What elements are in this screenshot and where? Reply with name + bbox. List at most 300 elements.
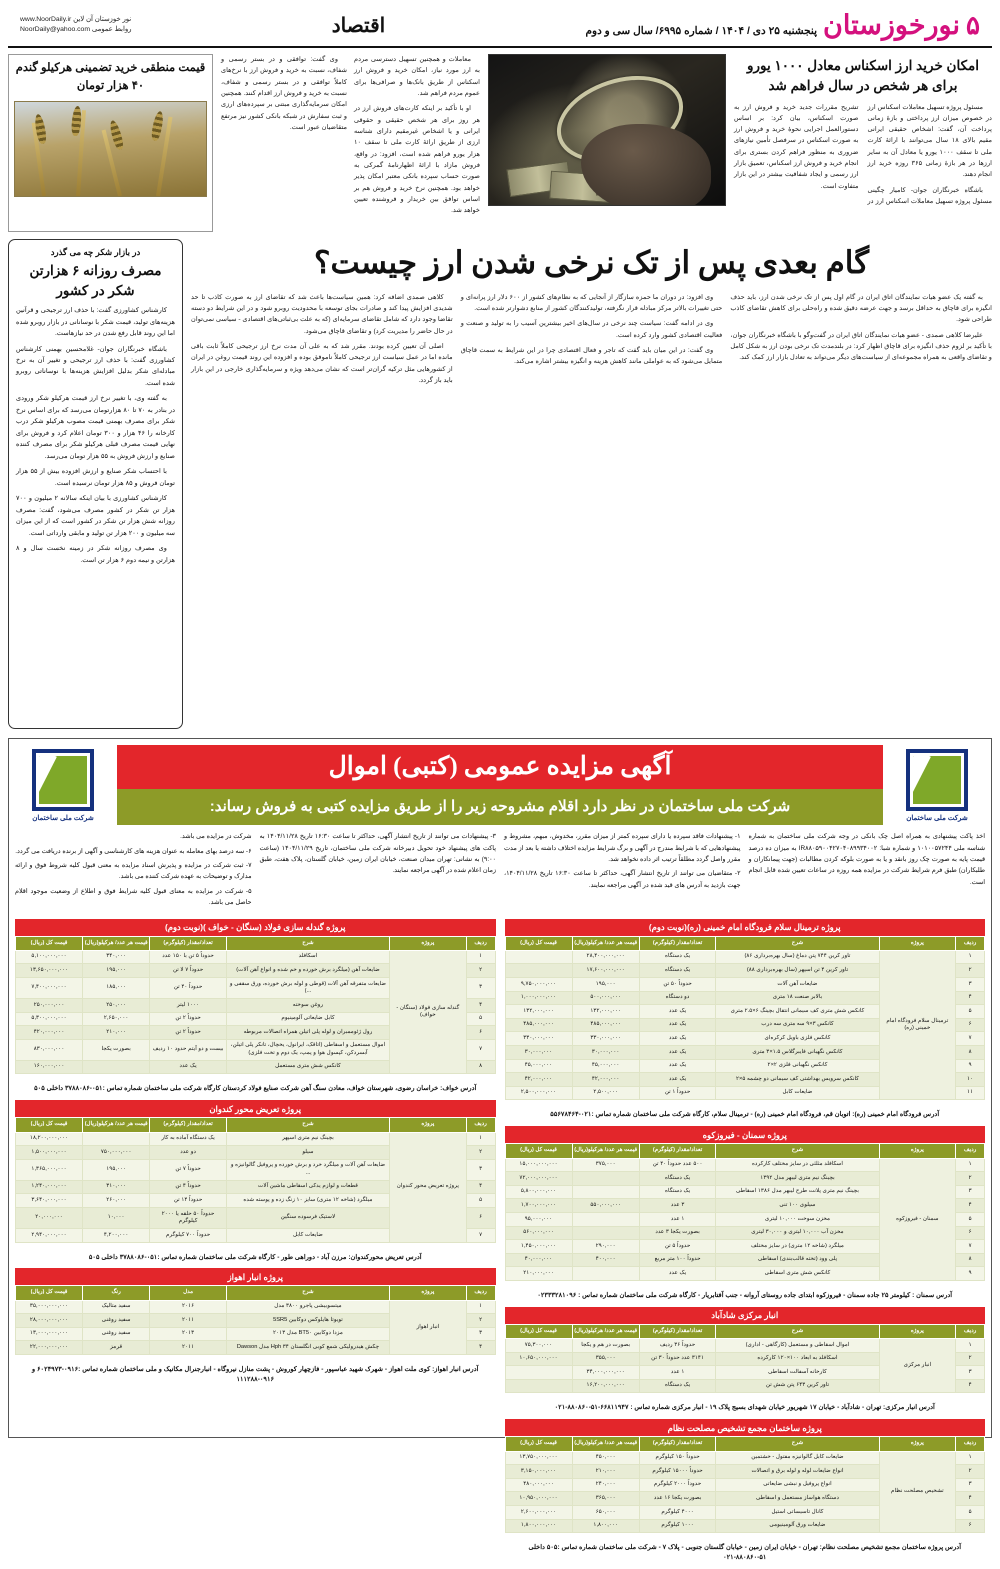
cell-quantity: ۱ عدد (639, 1212, 716, 1226)
table-address: آدرس سمنان : کیلومتر ۲۵ جاده سمنان - فیروزکوه ابتدای جاده روستای آروانه - جنب آفتابریار - کارگاه شرکت ملی ساختمان شماره تماس : ۰۲۳۳۳۲۸۱۰۹۶ (537, 1291, 953, 1299)
table-row (505, 950, 985, 964)
cell-description: پلی وود (تخته قالب‌بندی) اسقاطی (716, 1253, 879, 1267)
cell-unit-price: ۲۶۰,۰۰۰ (83, 1194, 150, 1208)
cell-description: میلگرد (شاخه ۱۲ متری) سایز ۱۰ زنگ زده و پوسته شده (226, 1194, 389, 1208)
sugar-box (8, 239, 183, 729)
cell-quantity: یک عدد (639, 1032, 716, 1046)
term: ۶- سه درصد بهای معامله به عنوان هزینه های کارشناسی و آگهی از برنده دریافت می گردد. (15, 847, 252, 855)
table-header-row (505, 936, 985, 950)
term: ۳- پیشنهادات می توانند از تاریخ انتشار آگهی، حداکثر تا ساعت ۱۶:۳۰ تاریخ ۱۴۰۴/۱۱/۲۸ به پاکت های پیشنهاد خود تحویل دبیرخانه شرکت ملی ساختمان، تاریخ ۱۴۰۴/۱۱/۲۹ (ساعت ۹:۰۰) به نشانی: تهران میدان صنعت، خیابان ایران زمین، خیابان گلستان، پلاک هفت، طبق زمان اعلام شده در آگهی مراجعه نمایند. (259, 833, 497, 875)
cell-unit-price: ۳۳۰,۰۰۰,۰۰۰ (572, 1032, 639, 1046)
table-block (15, 919, 496, 1101)
cell-total-price: ۹,۷۵۰,۰۰۰,۰۰۰ (505, 978, 572, 992)
cell-quantity: حدوداً ۵ تن با ۱۵۰ عدد (150, 950, 227, 964)
cell-quantity: حدوداً ۴ تن (150, 1180, 227, 1194)
auction-table (505, 1307, 986, 1394)
cell-total-price: ۵۶۰,۰۰۰,۰۰۰ (505, 1226, 572, 1240)
cell-description: رول ژئوممبران و لوله پلی اتیلن همراه اتصالات مربوطه (226, 1026, 389, 1040)
cell-quantity: ۱۰۰۰ کیلوگرم (639, 1519, 716, 1533)
cell-description: ضایعات آهن آلات و میلگرد خرد و برش خورده و پروفیل گالوانیزه و ... (226, 1159, 389, 1180)
table-block (505, 919, 986, 1127)
cell-quantity: یک عدد (639, 1046, 716, 1060)
cell-total-price (505, 964, 572, 978)
cell-rank: ۵ (956, 1505, 985, 1519)
money-photo (488, 54, 726, 206)
cell-unit-price: ۳۱۰,۰۰۰ (83, 1180, 150, 1194)
auction-tables (15, 919, 985, 1569)
cell-description: ضایعات آهن آلات (716, 978, 879, 992)
cell-rank: ۲ (466, 1314, 495, 1328)
column-header: شرح (226, 936, 389, 950)
wheat-article-continuation (787, 258, 992, 736)
cell-quantity: ۲۰۱۳ (150, 1327, 227, 1341)
cell-rank: ۷ (466, 1228, 495, 1242)
top-zone (8, 54, 992, 232)
cell-rank: ۶ (466, 1207, 495, 1228)
cell-unit-price: ۳۴,۰۰۰,۰۰۰,۰۰۰ (572, 1366, 639, 1380)
column-header: ردیف (956, 936, 985, 950)
column-header: مدل (150, 1286, 227, 1300)
cell-rank: ۳ (956, 1366, 985, 1380)
cell-quantity: ۱ عدد (639, 1366, 716, 1380)
cell-quantity: یک عدد (639, 1073, 716, 1087)
cell-unit-price (572, 1185, 639, 1199)
column-header: ردیف (466, 936, 495, 950)
sugar-kicker: در بازار شکر چه می گذرد (50, 247, 141, 257)
cell-description: قطعات و لوازم یدکی اسقاطی ماشین آلات (226, 1180, 389, 1194)
column-header: قیمت هر عدد/ هرکیلو(ریال) (572, 1324, 639, 1338)
cell-total-price: ۳۵,۰۰۰,۰۰۰,۰۰۰ (16, 1300, 83, 1314)
column-header: شرح (716, 1144, 879, 1158)
cell-unit-price: ۱۷,۶۰۰,۰۰۰,۰۰۰ (572, 964, 639, 978)
cell-description: تویوتا هایلوکس دوکابین 5SR5 (226, 1314, 389, 1328)
cell-unit-price: ۳۵۵,۰۰۰ (572, 1352, 639, 1366)
column-header: تعداد/مقدار (کیلوگرم) (150, 1118, 227, 1132)
cell-rank: ۸ (956, 1253, 985, 1267)
cell-total-price: ۷۲,۰۰۰,۰۰۰,۰۰۰ (505, 1172, 572, 1186)
cell-rank: ۲ (956, 1465, 985, 1479)
cell-description: کانال تاسیساتی استیل (716, 1505, 879, 1519)
cell-total-price: ۵,۳۰۰,۰۰۰,۰۰۰ (16, 1012, 83, 1026)
cell-project: پروژه تعریض محور کندوان (390, 1132, 467, 1242)
cell-description: اموال مستعمل و اسقاطی (اتاقک، ایرانول، یخچال، تانکر پلی اتیلن، آبسردکن، کپسول هوا و پمپ، یک دوم و تخت فلزی) (226, 1039, 389, 1060)
cell-total-price: ۵,۸۰۰,۰۰۰,۰۰۰ (505, 1185, 572, 1199)
cell-quantity: ۳ عدد (639, 1199, 716, 1213)
column-header: قیمت کل (ریال) (505, 1324, 572, 1338)
cell-unit-price: ۲۹۰,۰۰۰ (572, 1240, 639, 1254)
cell-description: کانکس سرویس بهداشتی کف سیمانی دو چشمه ۵×۲ (716, 1073, 879, 1087)
paragraph: باشگاه خبرنگاران جوان- غلامحسین بهمنی کارشناس کشاورزی گفت: با حذف ارز ترجیحی و تغییر آن به نرخ مبادله‌ای شکر بدلیل افزایش هزینه‌ها با نوساناتی روبرو شده است. (16, 345, 175, 387)
cell-description: ضایعات کابل (226, 1228, 389, 1242)
cell-quantity: حدوداً ۱۵۰۰۰ کیلوگرم (639, 1465, 716, 1479)
column-header: شرح (716, 936, 879, 950)
paragraph: وی مصرف روزانه شکر در زمینه نخست سال و ۸ هزارتن و نیمه دوم ۶ هزار تن است. (16, 545, 175, 564)
cell-rank: ۴ (956, 1199, 985, 1213)
column-header: پروژه (390, 1118, 467, 1132)
term: ۲- متقاضیان می توانند از تاریخ انتشار آگهی، حداکثر تا ساعت ۱۶:۳۰ تاریخ ۱۴۰۴/۱۱/۲۸، جهت بازدید به آدرس های قید شده در آگهی مراجعه نمایند. (504, 870, 741, 889)
cell-rank: ۵ (956, 1212, 985, 1226)
column-header: شرح (226, 1286, 389, 1300)
cell-description: اسکافلد (226, 950, 389, 964)
cell-total-price: ۳۳۰,۰۰۰,۰۰۰ (505, 1032, 572, 1046)
table-block (505, 1126, 986, 1307)
cell-quantity: ۳۱۴۱ عدد حدوداً ۳۰ تن (639, 1352, 716, 1366)
contact-info (20, 15, 131, 35)
cell-unit-price: قرمز (83, 1341, 150, 1355)
cell-description: ضایعات کابل گالوانیزه مفتول - خشتمین (716, 1451, 879, 1465)
main-headline: گام بعدی پس از تک نرخی شدن ارز چیست؟ (314, 245, 869, 280)
column-header: تعداد/مقدار (کیلوگرم) (639, 1324, 716, 1338)
table-block (505, 1419, 986, 1569)
cell-total-price: ۲۲,۰۰۰,۰۰۰,۰۰۰ (16, 1341, 83, 1355)
column-header: ردیف (956, 1144, 985, 1158)
cell-unit-price: ۱۰,۰۰۰ (83, 1207, 150, 1228)
company-logo-left (15, 745, 111, 825)
cell-total-price: ۳۰,۰۰۰,۰۰۰ (505, 1046, 572, 1060)
cell-unit-price: ۳۴۰,۰۰۰ (83, 950, 150, 964)
top-body-col (354, 54, 480, 232)
column-header: قیمت کل (ریال) (505, 1144, 572, 1158)
table-title: پروژه ترمینال سلام فرودگاه امام خمینی (ره)(نوبت دوم) (505, 919, 986, 936)
cell-quantity: یک دستگاه (639, 964, 716, 978)
cell-unit-price: ۱۹۵,۰۰۰ (83, 1159, 150, 1180)
cell-quantity: دو عدد (150, 1146, 227, 1160)
term: اخذ پاکت پیشنهادی به همراه اصل چک بانکی در وجه شرکت ملی ساختمان به شماره شناسه ملی ۱۰۱۰۰۵۷۲۴۴ و شماره شبا: IR۸۸۰۵۹۰۰۴۲۷۰۴۰۸۹۹۳۴۰۰۲ به میزان ده درصد قیمت پایه به صورت چک روز بانقد و یا به صورت بلوکه کردن مطالبات (جهت پیمانکاران و طلبکاران) طبق فرم شرایط شرکت در مزایده همه روزه در ساعات تعیین شده قابل انجام است. (748, 833, 985, 886)
cell-quantity: ۲۰۱۶ (150, 1300, 227, 1314)
cell-total-price: ۱۶۰,۰۰۰,۰۰۰ (16, 1060, 83, 1074)
cell-description: اسکافلد مثلثی در سایز مختلف کارکرده (716, 1158, 879, 1172)
cell-description: میتسوبیشی پاجرو ۳۸۰۰ مدل (226, 1300, 389, 1314)
cell-description: کابل ضایعاتی آلومینیوم (226, 1012, 389, 1026)
cell-project: انبار مرکزی (879, 1339, 956, 1393)
cell-total-price: ۱,۲۴۰,۰۰۰,۰۰۰ (16, 1180, 83, 1194)
email-line: روابط عمومی NoorDaily@yahoo.com (20, 26, 132, 33)
cell-quantity: حدوداً ۴۰ تن (150, 978, 227, 999)
wheat-article-top (8, 54, 213, 232)
cell-description: کانکس نگهبانی فایبرگلاس ۱.۵×۳ متری (716, 1046, 879, 1060)
cell-rank: ۱ (466, 1132, 495, 1146)
column-header: قیمت هر عدد/ هرکیلو(ریال) (572, 1144, 639, 1158)
logo-icon (906, 749, 968, 811)
column-header: رنگ (83, 1286, 150, 1300)
cell-total-price: ۴۸۰,۰۰۰,۰۰۰ (505, 1478, 572, 1492)
cell-unit-price: ۲,۵۰۰,۰۰۰ (572, 1086, 639, 1100)
ad-subtitle: شرکت ملی ساختمان در نظر دارد اقلام مشروحه زیر را از طریق مزایده کتبی به فروش رساند: (117, 789, 883, 825)
table-row (16, 1300, 496, 1314)
column-header: پروژه (879, 936, 956, 950)
cell-description: روغن سوخته (226, 999, 389, 1013)
cell-project: تشخیص مصلحت نظام (879, 1451, 956, 1533)
cell-description: سیلوی ۱۰۰ تنی (716, 1199, 879, 1213)
paragraph: او با تأکید بر اینکه کارت‌های فروش ارز در هر روز برای هر شخص حقیقی و حقوقی ایرانی و یا اشخاص غیرمقیم دارای شناسه ارزی از طریق ارائۀ کارت ملی تا سقف ۱۰ هزار یورو فراهم شده است، افزود: در واقع، فروش مازاد با ارائۀ اظهارنامۀ گمرکی به صورت حساب سپرده بانکی معتبر امکان پذیر خواهد بود. همچنین نرخ خرید و فروش هم بر اساس توافق بین خریدار و فروشنده تعیین خواهد شد. (354, 105, 480, 215)
cell-description: ضایعات آهن (میلگرد برش خورده و خم شده و انواع آهن آلات) (226, 964, 389, 978)
currency-photo-block (488, 54, 726, 232)
cell-rank: ۲ (956, 964, 985, 978)
cell-quantity: یک دستگاه (639, 950, 716, 964)
sugar-article (8, 239, 183, 729)
cell-total-price: ۲,۵۰۰,۰۰۰,۰۰۰ (505, 1086, 572, 1100)
auction-table (15, 1268, 496, 1355)
cell-quantity: یک عدد (639, 1018, 716, 1032)
cell-rank: ۵ (956, 1005, 985, 1019)
cell-unit-price: ۲۸,۴۰۰,۰۰۰,۰۰۰ (572, 950, 639, 964)
cell-unit-price: سفید روغنی (83, 1327, 150, 1341)
cell-project: گندله سازی فولاد (سنگان - خواف) (390, 950, 467, 1074)
cell-description: کانکس نگهبانی فلزی ۲×۲ (716, 1059, 879, 1073)
cell-rank: ۵ (466, 1012, 495, 1026)
cell-description: کانکس شش متری کف سیمانی انتقال بچینگ ۶×۲.۵ متری (716, 1005, 879, 1019)
column-header: قیمت کل (ریال) (505, 936, 572, 950)
cell-description: مخزن آب ۱۰,۰۰۰ لیتری و ۳۰,۰۰۰ لیتری (716, 1226, 879, 1240)
cell-quantity: یک عدد (639, 1005, 716, 1019)
cell-description: بالابر صنعت ۱۸ متری (716, 991, 879, 1005)
cell-quantity: ۴۰۰۰ کیلوگرم (639, 1505, 716, 1519)
paragraph: با احتساب شکر صنایع و ارزش افزوده بیش از ۵۵ هزار تومان فروش و ۸۵ هزار تومان نرسیده است. (16, 468, 175, 487)
cell-unit-price: ۷۵۰,۰۰۰,۰۰۰ (83, 1146, 150, 1160)
cell-total-price: ۳,۱۵۰,۰۰۰,۰۰۰ (505, 1465, 572, 1479)
column-header: پروژه (879, 1324, 956, 1338)
cell-description: انواع پروفیل و نبشی ضایعاتی (716, 1478, 879, 1492)
cell-unit-price: ۴۰۰,۰۰۰ (572, 1253, 639, 1267)
auction-table (505, 919, 986, 1101)
cell-quantity: یک دستگاه (639, 1379, 716, 1393)
cell-description: ضایعات ورق آلومینیومی (716, 1519, 879, 1533)
table-block (505, 1307, 986, 1420)
cell-unit-price: ۶۵۰,۰۰۰ (572, 1505, 639, 1519)
cell-unit-price (572, 1226, 639, 1240)
column-header: تعداد/مقدار (کیلوگرم) (639, 1437, 716, 1451)
table-row (505, 1158, 985, 1172)
cell-total-price: ۴۰,۰۰۰,۰۰۰ (505, 1253, 572, 1267)
table-header-row (505, 1144, 985, 1158)
column-header: قیمت هر عدد/ هرکیلو(ریال) (83, 936, 150, 950)
company-logo-right (889, 745, 985, 825)
column-header: تعداد/مقدار (کیلوگرم) (639, 936, 716, 950)
terms-col-far-left (15, 831, 252, 911)
cell-quantity: ۲۰۱۱ (150, 1314, 227, 1328)
cell-unit-price: ۴۲,۰۰۰,۰۰۰ (572, 1073, 639, 1087)
table-address: آدرس انبار مرکزی: تهران - شادآباد - خیابان ۱۷ شهریور خیابان شهدای بسیج پلاک ۱۹ - انبار مرکزی شماره تماس : ۶۶۸۱۱۹۴۷-۵۱-۸۸۰۸۶۰-۰۲۱ (554, 1404, 935, 1412)
cell-rank: ۶ (956, 1226, 985, 1240)
cell-unit-price (83, 1060, 150, 1074)
cell-quantity: حدوداً ۵۰ حلقه یا ۲۰۰۰ کیلوگرم (150, 1207, 227, 1228)
cell-description: انواع ضایعات لوله و لوله برق و اتصالات (716, 1465, 879, 1479)
cell-rank: ۳ (466, 978, 495, 999)
cell-rank: ۸ (956, 1046, 985, 1060)
paragraph: کارشناس کشاورزی گفت: با حذف ارز ترجیحی و قرآنین هزینه‌های تولید، قیمت شکر با نوسانانی در بازار روبرو شده اما این روند قابل رفع شدن در حد نیازهاست. (16, 307, 175, 338)
paragraph: وی در ادامه گفت: سیاست چند نرخی در سال‌های اخیر بیشترین آسیب را به تولید و صنعت و فعالیت اقتصادی کشور وارد کرده است. (460, 320, 723, 339)
paragraph: مسئول پروژه تسهیل معاملات اسکناس ارز در خصوص میزان ارز پرداختی و بازۀ زمانی پرداخت آن، گفت: اشخاص حقیقی ایرانی مقیم بالای ۱۸ سال می‌توانند با ارائۀ کارت ملی تا سقف ۱۰۰۰ یورو یا معادل آن به سایر ارزها در هر بازۀ زمانی ۳۶۵ روزه خرید ارز انجام دهند. (867, 103, 993, 179)
brand-block (586, 10, 981, 41)
table-header-row (505, 1437, 985, 1451)
cell-rank: ۳ (466, 1159, 495, 1180)
cell-description: لاستیک فرسوده سنگین (226, 1207, 389, 1228)
paragraph: کارشناس کشاورزی با بیان اینکه سالانه ۲ میلیون و ۷۰۰ هزار تن شکر در کشور مصرف می‌شود، گفت: مصرف روزانه شش هزار تن شکر در کشور است که از این میزان سه میلیون و ۲۰۰ هزار تن تولید و مابقی وارداتی است. (16, 495, 175, 537)
cell-rank: ۱ (956, 1451, 985, 1465)
cell-total-price: ۳,۶۴۰,۰۰۰,۰۰۰ (16, 1194, 83, 1208)
cell-unit-price: بصورت یکجا (83, 1039, 150, 1060)
table-title: پروژه تعریض محور کندوان (15, 1100, 496, 1117)
masthead (8, 0, 992, 48)
cell-total-price: ۱۵,۰۰۰,۰۰۰,۰۰۰ (505, 1158, 572, 1172)
cell-total-price: ۱۳,۷۵۰,۰۰۰,۰۰۰ (505, 1451, 572, 1465)
cell-description: سیلو (226, 1146, 389, 1160)
cell-quantity: دو دستگاه (639, 991, 716, 1005)
auction-table (505, 1126, 986, 1281)
column-header: شرح (226, 1118, 389, 1132)
cell-quantity: یک دستگاه (639, 1185, 716, 1199)
terms-col-right (749, 831, 986, 911)
table-title: پروژه گندله سازی فولاد (سنگان - خواف )(نوبت دوم) (15, 919, 496, 936)
cell-quantity: یک دستگاه (639, 1172, 716, 1186)
column-header: پروژه (390, 936, 467, 950)
table-title: پروژه سمنان - فیروزکوه (505, 1126, 986, 1143)
table-address: آدرس پروژه ساختمان مجمع تشخیص مصلحت نظام: تهران - خیابان ایران زمین - خیابان گلستان جنوبی - پلاک ۷ - شرکت ملی ساختمان شماره تماس :۵۰۵ داخلی ۵۱-۸۸۰۸۶۰-۰۲۱ (528, 1544, 962, 1562)
table-row (505, 1339, 985, 1353)
cell-quantity: ۵۰۰ عدد حدوداً ۴۰ تن (639, 1158, 716, 1172)
cell-project: ترمینال سلام فرودگاه امام خمینی (ره) (879, 950, 956, 1100)
cell-description: بچینگ نیم متری اسپهر (226, 1132, 389, 1146)
cell-quantity: حدوداً ۲ تن (150, 1026, 227, 1040)
cell-unit-price (83, 1132, 150, 1146)
cell-unit-price: ۴۵,۰۰۰,۰۰۰ (572, 1059, 639, 1073)
cell-rank: ۵ (466, 1194, 495, 1208)
cell-quantity: حدوداً ۷ لا تن (150, 964, 227, 978)
cell-description: ضایعات کابل (716, 1086, 879, 1100)
table-header-row (505, 1324, 985, 1338)
table-address: آدرس فرودگاه امام خمینی (ره): اتوبان قم، فرودگاه امام خمینی (ره) - ترمینال سلام، کارگاه شرکت ملی ساختمان شماره تماس :۰۲۱-۵۵۶۷۸۴۶۴ (550, 1111, 940, 1119)
cell-rank: ۱ (466, 1300, 495, 1314)
paragraph: وی گفت: در این میان باید گفت که تاجر و فعال اقتصادی چرا در این شرایط به سمت قاچاق متمایل می‌شود که به عواملی مانند کاهش هزینه و انگیزه بیشتر اشاره می‌کند. (460, 346, 723, 366)
cell-unit-price: ۱۸۵,۰۰۰ (83, 978, 150, 999)
cell-rank: ۳ (956, 978, 985, 992)
paragraph: وی گفت: توافقی و در بستر رسمی و شفاف، نسبت به خرید و فروش ارز با نرخ‌های کاملاً توافقی و در بستر رسمی و شفاف، نسبت به خرید و فروش ارز اقدام کنند. همچنین امکان سرمایه‌گذاری مبتنی بر سپرده‌های ارزی و ثبت سفارش در شبکه بانکی کشور نیز مرتفع متقاضیان عبور است. (221, 56, 347, 131)
cell-total-price: ۱,۸۰۰,۰۰۰,۰۰۰ (505, 1519, 572, 1533)
cell-rank: ۱۰ (956, 1073, 985, 1087)
cell-rank: ۸ (466, 1060, 495, 1074)
cell-rank: ۱ (956, 950, 985, 964)
cell-quantity: حدوداً ۲۰۰۰ کیلوگرم (639, 1478, 716, 1492)
cell-rank: ۶ (466, 1026, 495, 1040)
cell-total-price: ۲۱۰,۰۰۰,۰۰۰ (505, 1267, 572, 1281)
cell-description: اسکافلد به ابعاد ۱۰۰×۱۲۰ کارکرده (716, 1352, 879, 1366)
term: ۵- شرکت در مزایده به معنای قبول کلیه شرایط فوق و اطلاع از وضعیت موجود اقلام حاصل می باشد. (15, 887, 252, 907)
cell-total-price: ۴۲,۰۰۰,۰۰۰ (505, 1073, 572, 1087)
cell-rank: ۴ (956, 1492, 985, 1506)
cell-unit-price (572, 1172, 639, 1186)
cell-project: سمنان - فیروزکوه (879, 1158, 956, 1280)
cell-unit-price: ۲۱۰,۰۰۰ (572, 1465, 639, 1479)
cell-description: کانکس ۳×۹ سه متری سه درب (716, 1018, 879, 1032)
table-header-row (16, 936, 496, 950)
cell-total-price: ۱,۰۰۰,۰۰۰,۰۰۰ (505, 991, 572, 1005)
cell-total-price: ۱۰,۶۵۰,۰۰۰,۰۰۰ (505, 1352, 572, 1366)
cell-quantity: حدوداً ۲ تن (150, 1012, 227, 1026)
cell-unit-price: ۱۶,۲۰۰,۰۰۰,۰۰۰ (572, 1379, 639, 1393)
cell-quantity: حدوداً ۵ تن (639, 1240, 716, 1254)
newspaper-logo: نورخوزستان (823, 9, 961, 40)
cell-total-price: ۹۵,۰۰۰,۰۰۰ (505, 1212, 572, 1226)
website-line: نور خوزستان آن لاین www.NoorDaily.ir (20, 15, 132, 23)
cell-description: کانکس شش متری مستعمل (226, 1060, 389, 1074)
term: ۷- ثبت شرکت در مزایده و پذیرش اسناد مزایده به معنی قبول کلیه شروط فوق و ارائه مدارک و توضیحات به عهده شرکت کننده می باشد. (15, 862, 252, 881)
cell-unit-price: سفید متالیک (83, 1300, 150, 1314)
cell-unit-price: ۵۰۰,۰۰۰,۰۰۰ (572, 991, 639, 1005)
table-row (16, 950, 496, 964)
column-header: قیمت کل (ریال) (16, 1118, 83, 1132)
cell-unit-price: ۴۵۰,۰۰۰ (572, 1451, 639, 1465)
cell-quantity: بصورت یکجا ۳ عدد (639, 1226, 716, 1240)
cell-unit-price: بصورت در هم و یکجا (572, 1339, 639, 1353)
paragraph: معاملات و همچنین تسهیل دسترسی مردم به ارز مورد نیاز، امکان خرید و فروش ارز اسکناس از طریق بانک‌ها و صرافی‌ها برای عموم مردم فراهم شد. (354, 56, 480, 97)
cell-total-price: ۱,۵۰۰,۰۰۰,۰۰۰ (16, 1146, 83, 1160)
cell-rank: ۲ (956, 1352, 985, 1366)
column-header: قیمت هر عدد/ هرکیلو(ریال) (572, 936, 639, 950)
cell-total-price: ۱,۴۵۰,۰۰۰,۰۰۰ (505, 1240, 572, 1254)
cell-rank: ۲ (466, 964, 495, 978)
cell-quantity: حدوداً ۱۰۰ متر مربع (639, 1253, 716, 1267)
cell-quantity: حدوداً ۱۴ تن (150, 1194, 227, 1208)
column-header: قیمت کل (ریال) (16, 936, 83, 950)
cell-unit-price: ۵۵۰,۰۰۰,۰۰۰ (572, 1199, 639, 1213)
tables-column-left (505, 919, 986, 1569)
paragraph: به گفته یک عضو هیات نمایندگان اتاق ایران در گام اول پس از تک نرخی شدن ارز، باید حذف انگیزه برای قاچاق به حداقل برسد و جهت عرضه دقیق شده و راه‌حلی برای کاهش تقاضای کاذب طراحی شود. (730, 293, 992, 324)
wheat-photo (14, 101, 207, 197)
cell-total-price: ۴۸۵,۰۰۰,۰۰۰ (505, 1018, 572, 1032)
term: ۱- پیشنهادات فاقد سپرده یا دارای سپرده کمتر از میزان مقرر، مخدوش، مبهم، مشروط و پیشنهادهایی که با شرایط مندرج در آگهی و برگ شرایط مزایده اختلاف داشته یا بعد از مدت مقرر واصل گردد مطلقاً ترتیب اثر داده نخواهد شد. (504, 833, 741, 864)
cell-total-price (505, 950, 572, 964)
cell-description: مزدا دوکابین BT5۰ مدل ۲۰۱۳ (226, 1327, 389, 1341)
cell-total-price: ۷,۴۰۰,۰۰۰,۰۰۰ (16, 978, 83, 999)
cell-description: ضایعات متفرقه آهن آلات (قوطی و لوله برش خورده، ورق سقفی و ...) (226, 978, 389, 999)
cell-unit-price: ۳۰,۰۰۰,۰۰۰ (572, 1046, 639, 1060)
cell-unit-price: ۴۸۵,۰۰۰,۰۰۰ (572, 1018, 639, 1032)
table-header-row (16, 1118, 496, 1132)
table-title: پروژه ساختمان مجمع تشخیص مصلحت نظام (505, 1419, 986, 1436)
auction-table (505, 1419, 986, 1533)
cell-total-price: ۱۰,۹۵۰,۰۰۰,۰۰۰ (505, 1492, 572, 1506)
term: شرکت در مزایده می باشد. (180, 833, 252, 841)
cell-total-price: ۲۰,۰۰۰,۰۰۰ (16, 1207, 83, 1228)
cell-description: چکش هیدرولیکی شمع کوبی انگلستان ۳۴ Hph مدل Dawson (226, 1341, 389, 1355)
cell-rank: ۲ (466, 1146, 495, 1160)
cell-rank: ۱ (466, 950, 495, 964)
logo-caption: شرکت ملی ساختمان (906, 814, 968, 822)
table-block (15, 1100, 496, 1268)
sugar-body (16, 305, 175, 566)
cell-project: انبار اهواز (390, 1300, 467, 1354)
cell-rank: ۴ (466, 1180, 495, 1194)
wheat-box (8, 54, 213, 232)
auction-table (15, 1100, 496, 1242)
cell-quantity: حدوداً ۱ تن (639, 1086, 716, 1100)
paragraph: کلاهی صمدی اضافه کرد: همین سیاست‌ها باعث شد که تقاضای ارز به صورت کاذب تا حد شدیدی افزایش پیدا کند و صادرات بجای توسعه با محدودیت روبرو شود و در این شرایط دو دسته تقاضا وجود دارد که شامل تقاضای سرمایه‌ای (که به علت بی‌ثباتی‌های اقتصادی - سیاسی نمی‌توان در حال حاضر را مدیریت کرد) و تقاضای قاچاق می‌شود. (191, 293, 453, 335)
column-header: پروژه (879, 1144, 956, 1158)
cell-description: تاور کرین ۴ تن اسپهر (سال بهره‌برداری ۸۸) (716, 964, 879, 978)
paragraph: اصلی آن تعیین کرده بودند. مقرر شد که به علی آن مدت نرخ ارز ترجیحی کاملاً ثابت باقی مانده اما در عمل سیاست ارز ترجیحی کاملاً ناموفق بوده و افزوده این روند قیمت روغن در ایران از کشورهایی مثل ترکیه گران‌تر است که نشان می‌دهد ویژه و سرمایه‌گذاری خارجی در این بازار باید باز گردد. (191, 342, 453, 384)
cell-total-price: ۱۸,۲۰۰,۰۰۰,۰۰۰ (16, 1132, 83, 1146)
table-row (505, 1451, 985, 1465)
cell-description: تاور کرین ۶۴۳ پتن شش تن (716, 1379, 879, 1393)
cell-rank: ۹ (956, 1267, 985, 1281)
cell-rank: ۱۱ (956, 1086, 985, 1100)
cell-rank: ۷ (956, 1032, 985, 1046)
column-header: قیمت هر عدد/ هرکیلو(ریال) (572, 1437, 639, 1451)
cell-quantity: یک عدد (639, 1059, 716, 1073)
cell-unit-price: ۲۱۰,۰۰۰ (83, 1026, 150, 1040)
cell-rank: ۳ (466, 1327, 495, 1341)
cell-total-price: ۲,۹۴۰,۰۰۰,۰۰۰ (16, 1228, 83, 1242)
